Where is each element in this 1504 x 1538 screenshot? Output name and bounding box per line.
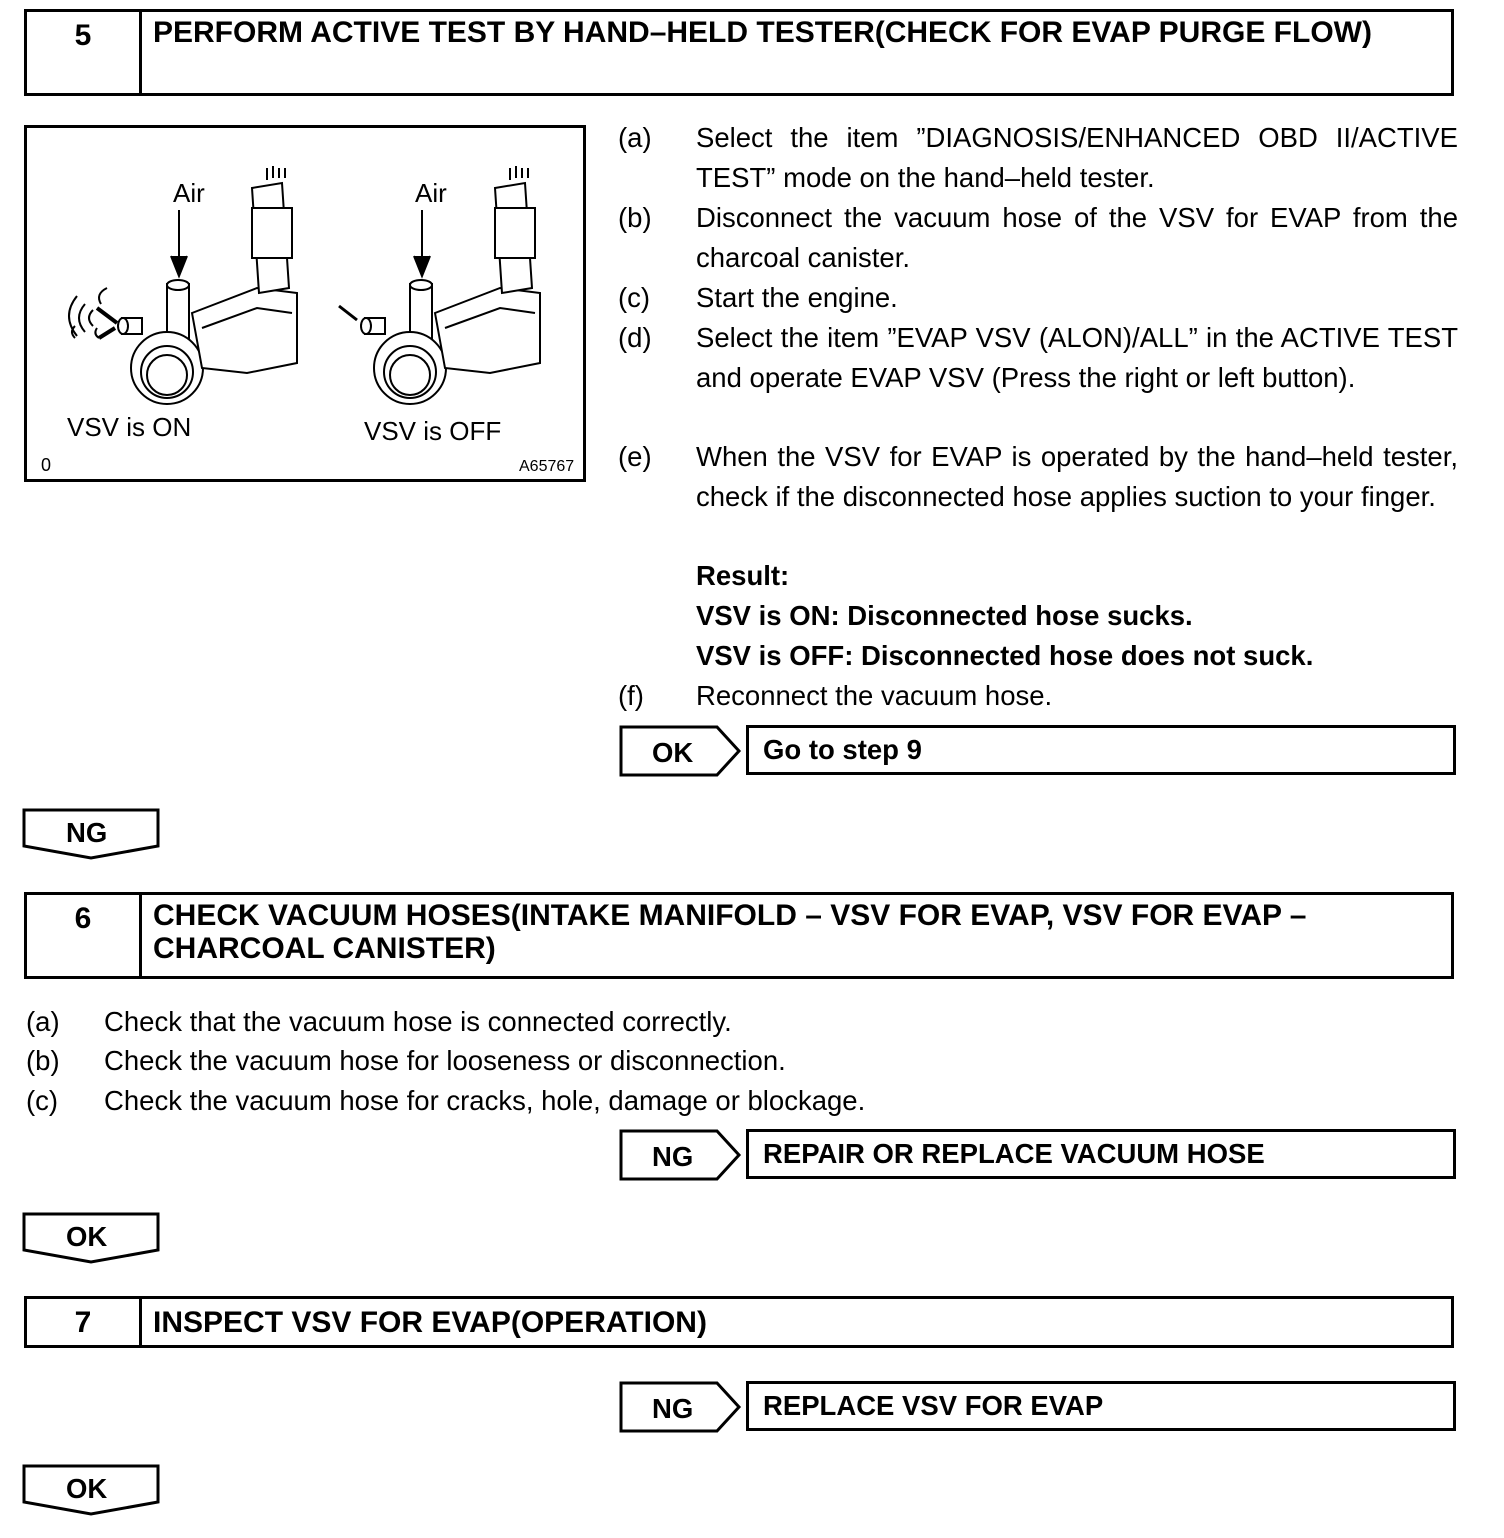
ng-down-tag (22, 808, 162, 860)
ok-action-text: Go to step 9 (763, 734, 922, 765)
ng-tag-label: NG (66, 817, 108, 848)
item-text: Select the item ”DIAGNOSIS/ENHANCED OBD II/ACTIVE TEST” mode on the hand–held tester. (696, 122, 1458, 193)
replace-vsv-action[interactable] (746, 1381, 1456, 1431)
item-text: Reconnect the vacuum hose. (696, 680, 1053, 711)
item-label: (b) (618, 202, 652, 233)
figure-id: A65767 (519, 458, 575, 475)
ok-tag-label: OK (66, 1473, 108, 1504)
figure-corner-mark: 0 (41, 455, 52, 475)
step-title: CHECK VACUUM HOSES(INTAKE MANIFOLD – VSV FOR EVAP, VSV FOR EVAP – CHARCOAL CANISTER) (153, 899, 1307, 965)
item-label: (a) (618, 122, 652, 153)
ng-tag-label: NG (652, 1393, 694, 1424)
item-label: (e) (618, 441, 652, 472)
step6-item-c (26, 1081, 1226, 1121)
step6-header (24, 892, 1454, 979)
step5-item-e (618, 437, 1458, 557)
vsv-figure (24, 125, 586, 482)
item-text: Check that the vacuum hose is connected correctly. (104, 1006, 732, 1037)
step5-header (24, 9, 1454, 96)
item-text: Disconnect the vacuum hose of the VSV for EVAP from the charcoal canister. (696, 202, 1458, 273)
step5-item-b (618, 198, 1458, 278)
ng-action-text: REPLACE VSV FOR EVAP (763, 1390, 1104, 1421)
item-label: (c) (26, 1085, 59, 1116)
ng-tag-label: NG (652, 1141, 694, 1172)
step5-item-c (618, 278, 1458, 318)
repair-vacuum-hose-action[interactable] (746, 1129, 1456, 1179)
go-to-step-9-link[interactable] (746, 725, 1456, 775)
ok-down-tag (22, 1464, 162, 1516)
vsv-on-label: VSV is ON (67, 412, 192, 442)
item-label: (f) (618, 680, 644, 711)
result-on: VSV is ON: Disconnected hose sucks. (696, 600, 1193, 631)
item-text: When the VSV for EVAP is operated by the hand–held tester, check if the disconnected hose applies suction to your finger. (696, 441, 1458, 512)
step6-item-a (26, 1002, 1226, 1042)
ng-arrow-tag (619, 1381, 743, 1433)
step-title: PERFORM ACTIVE TEST BY HAND–HELD TESTER(CHECK FOR EVAP PURGE FLOW) (153, 16, 1372, 49)
step5-item-d (618, 318, 1458, 438)
result-heading: Result: (696, 560, 790, 591)
ok-tag-label: OK (652, 737, 694, 768)
step7-header (24, 1296, 1454, 1348)
step5-item-a (618, 118, 1458, 198)
item-text: Start the engine. (696, 282, 898, 313)
item-label: (c) (618, 282, 651, 313)
item-label: (b) (26, 1045, 60, 1076)
step-number-text: 6 (74, 902, 92, 935)
item-text: Check the vacuum hose for cracks, hole, damage or blockage. (104, 1085, 866, 1116)
ok-tag-label: OK (66, 1221, 108, 1252)
item-label: (a) (26, 1006, 60, 1037)
air-label-right: Air (415, 178, 447, 208)
item-text: Select the item ”EVAP VSV (ALON)/ALL” in the ACTIVE TEST and operate EVAP VSV (Press the right or left button). (696, 322, 1458, 393)
item-label: (d) (618, 322, 652, 353)
vsv-off-label: VSV is OFF (364, 416, 502, 446)
vsv-illustration (27, 128, 583, 479)
step-number-text: 7 (74, 1306, 92, 1339)
item-text: Check the vacuum hose for looseness or disconnection. (104, 1045, 786, 1076)
ng-action-text: REPAIR OR REPLACE VACUUM HOSE (763, 1138, 1265, 1169)
step-number (27, 12, 142, 93)
step-title: INSPECT VSV FOR EVAP(OPERATION) (153, 1306, 707, 1339)
ok-down-tag (22, 1212, 162, 1264)
result-off: VSV is OFF: Disconnected hose does not suck. (696, 640, 1314, 671)
step6-item-b (26, 1041, 1226, 1081)
step-number (27, 1299, 142, 1345)
step5-item-f (618, 676, 1458, 716)
step-number (27, 895, 142, 976)
ok-arrow-tag (619, 725, 743, 777)
step-number-text: 5 (74, 19, 92, 52)
ng-arrow-tag (619, 1129, 743, 1181)
air-label-left: Air (173, 178, 205, 208)
